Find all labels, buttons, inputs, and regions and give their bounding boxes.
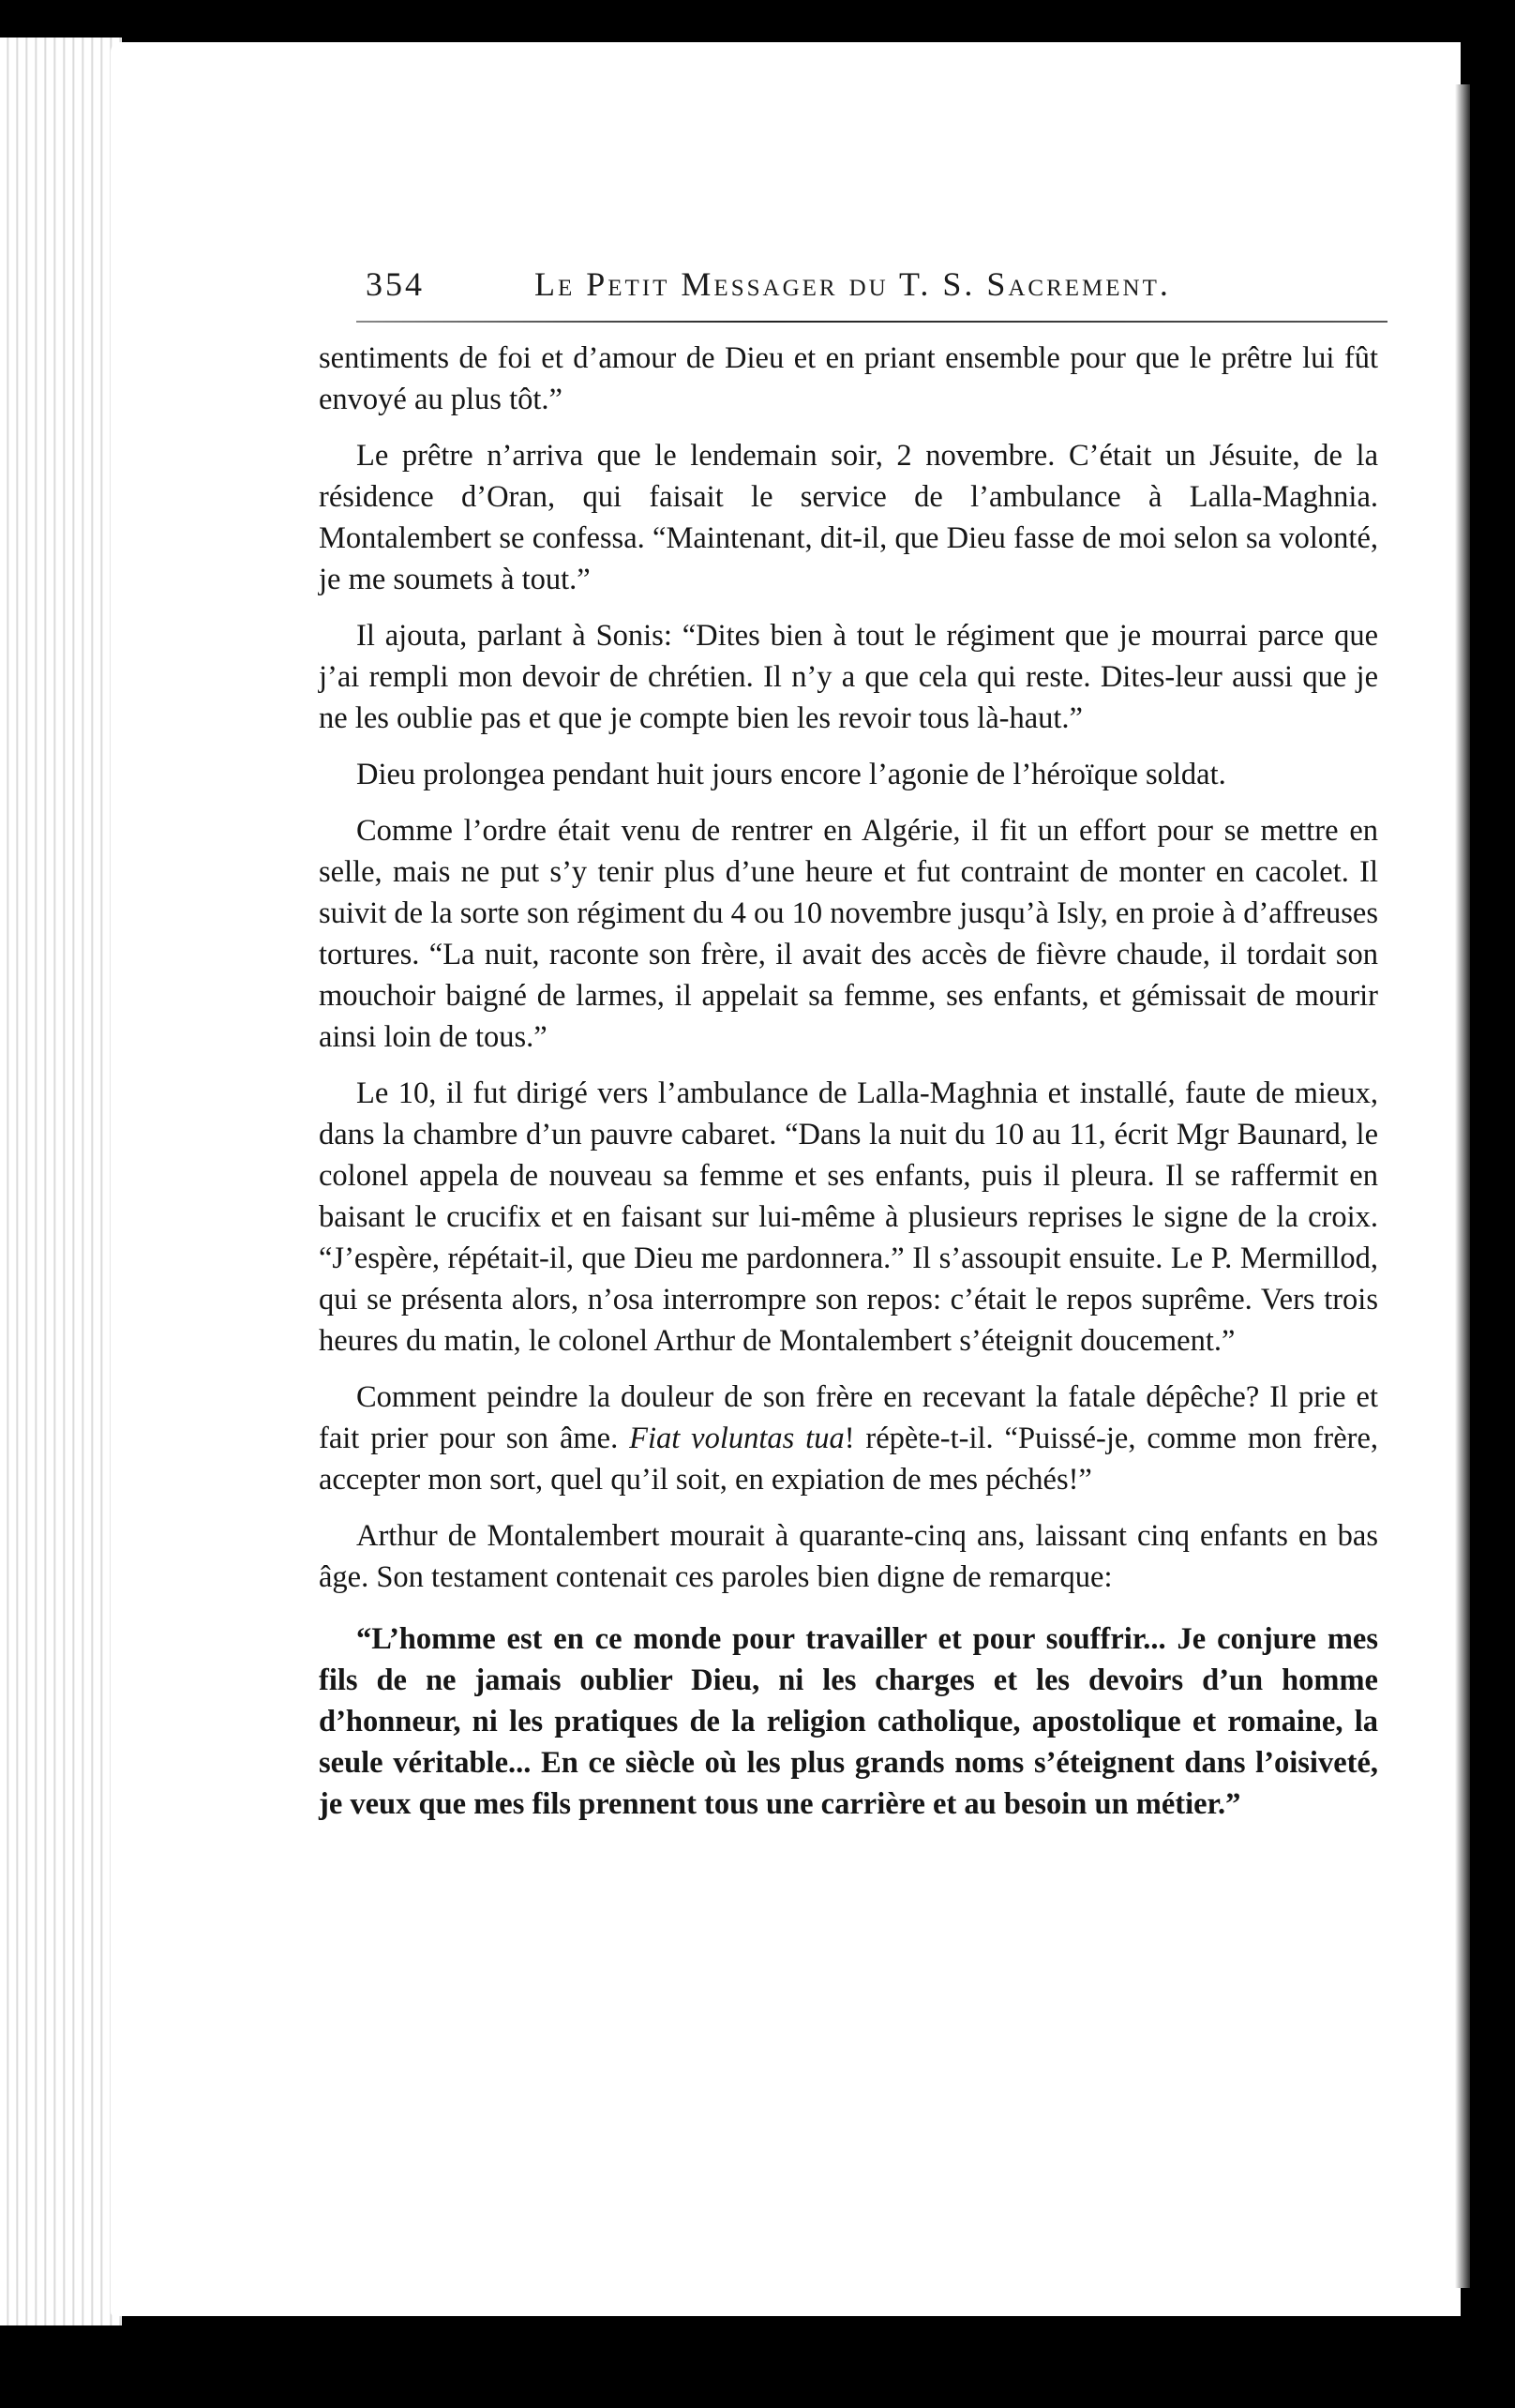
latin-phrase: Fiat voluntas tua (629, 1422, 845, 1455)
running-title: Le Petit Messager du T. S. Sacrement. (534, 265, 1171, 303)
paragraph-text: ! répète-t-il. “Puissé-je, comme mon frère, accepter mon sort, quel qu’il soit, en expiation de mes péchés!” (319, 1422, 1378, 1497)
page-right-edge (1455, 84, 1470, 2288)
testament-quote: “L’homme est en ce monde pour travailler et pour souffrir... Je conjure mes fils de ne jamais oublier Dieu, ni les charges et les devoirs d’un homme d’honneur, ni les pratiques de la religion catholique, apostolique et romaine, la seule véritable... En ce siècle où les plus grands noms s’éteignent dans l’oisiveté, je veux que mes fils prennent tous une carrière et au besoin un métier.” (319, 1622, 1378, 1821)
body-text (319, 338, 1378, 1840)
paragraph: Comme l’ordre était venu de rentrer en Algérie, il fit un effort pour se mettre en selle, mais ne put s’y tenir plus d’une heure et fut contraint de monter en cacolet. Il suivit de la sorte son régiment du 4 ou 10 novembre jusqu’à Isly, en proie à d’affreuses tortures. “La nuit, raconte son frère, il avait des accès de fièvre chaude, il tordait son mouchoir baigné de larmes, il appelait sa femme, ses enfants, et gémissait de mourir ainsi loin de tous.” (319, 814, 1378, 1054)
paragraph: Le prêtre n’arriva que le lendemain soir, 2 novembre. C’était un Jésuite, de la résidence d’Oran, qui faisait le service de l’ambulance à Lalla-Maghnia. Montalembert se confessa. “Maintenant, dit-il, que Dieu fasse de moi selon sa volonté, je me soumets à tout.” (319, 439, 1378, 596)
paragraph: Dieu prolongea pendant huit jours encore l’agonie de l’héroïque soldat. (356, 758, 1226, 791)
header-rule (356, 321, 1388, 323)
paragraph: Le 10, il fut dirigé vers l’ambulance de Lalla-Maghnia et installé, faute de mieux, dans la chambre d’un pauvre cabaret. “Dans la nuit du 10 au 11, écrit Mgr Baunard, le colonel appela de nouveau sa femme et ses enfants, puis il pleura. Il se raffermit en baisant le crucifix et en faisant sur lui-même à plusieurs reprises le signe de la croix. “J’espère, répétait-il, que Dieu me pardonnera.” Il s’assoupit ensuite. Le P. Mermillod, qui se présenta alors, n’osa interrompre son repos: c’était le repos suprême. Vers trois heures du matin, le colonel Arthur de Montalembert s’éteignit doucement.” (319, 1076, 1378, 1358)
page-number: 354 (366, 265, 425, 303)
paragraph (319, 1377, 1378, 1500)
paragraph-text: Comment peindre la douleur de son frère en recevant la fatale dépêche? Il prie et fait prier pour son âme. (319, 1380, 1378, 1455)
book-page-edges (0, 38, 122, 2325)
paragraph: sentiments de foi et d’amour de Dieu et en priant ensemble pour que le prêtre lui fût envoyé au plus tôt.” (319, 341, 1378, 416)
paragraph: Il ajouta, parlant à Sonis: “Dites bien à tout le régiment que je mourrai parce que j’ai rempli mon devoir de chrétien. Il n’y a que cela qui reste. Dites-leur aussi que je ne les oublie pas et que je compte bien les revoir tous là-haut.” (319, 619, 1378, 735)
paragraph: Arthur de Montalembert mourait à quarante-cinq ans, laissant cinq enfants en bas âge. Son testament contenait ces paroles bien digne de remarque: (319, 1519, 1378, 1594)
